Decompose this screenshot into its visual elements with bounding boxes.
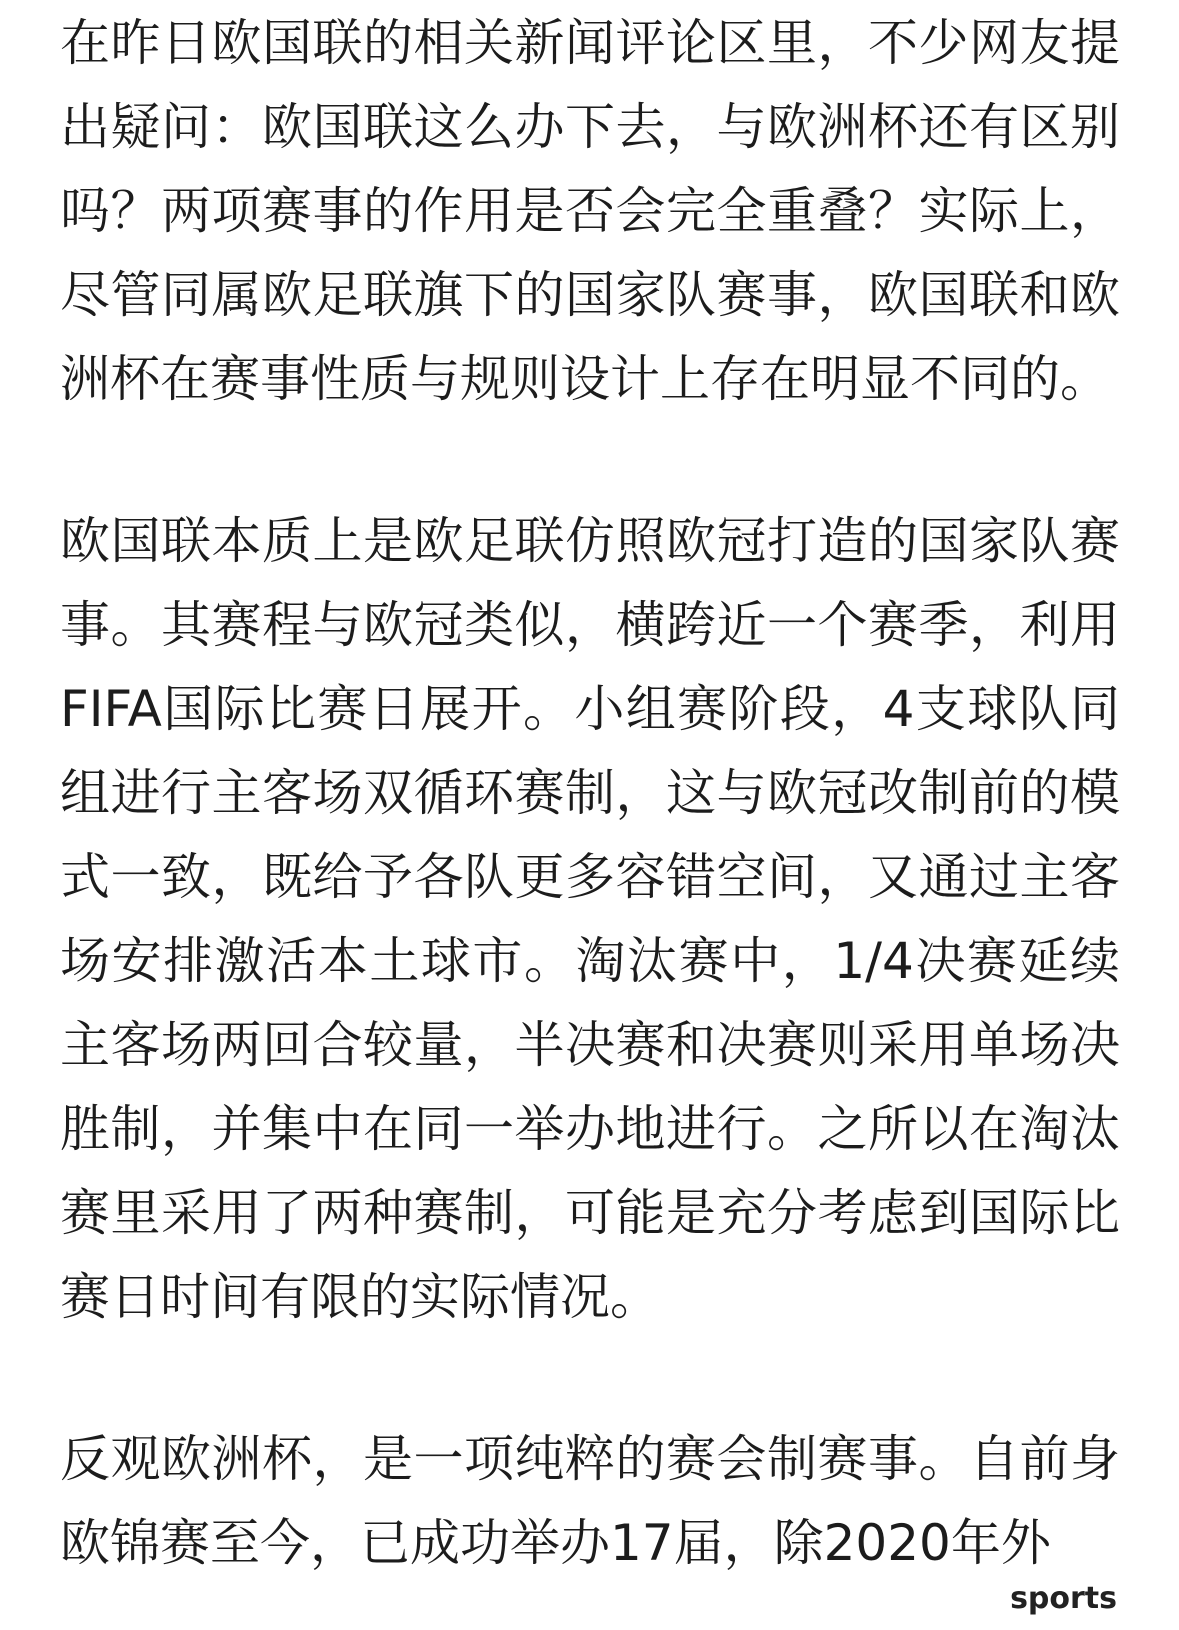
source-watermark: sports <box>1006 1581 1121 1616</box>
article-body <box>60 0 1120 1585</box>
article-paragraph: 反观欧洲杯，是一项纯粹的赛会制赛事。自前身欧锦赛至今，已成功举办17届，除2020年外 <box>60 1430 1120 1572</box>
article-paragraph: 欧国联本质上是欧足联仿照欧冠打造的国家队赛事。其赛程与欧冠类似，横跨近一个赛季，利用FIFA国际比赛日展开。小组赛阶段，4支球队同组进行主客场双循环赛制，这与欧冠改制前的模式一致，既给予各队更多容错空间，又通过主客场安排激活本土球市。淘汰赛中，1/4决赛延续主客场两回合较量，半决赛和决赛则采用单场决胜制，并集中在同一举办地进行。之所以在淘汰赛里采用了两种赛制，可能是充分考虑到国际比赛日时间有限的实际情况。 <box>60 512 1120 1326</box>
article-paragraph: 在昨日欧国联的相关新闻评论区里，不少网友提出疑问：欧国联这么办下去，与欧洲杯还有区别吗？两项赛事的作用是否会完全重叠？实际上，尽管同属欧足联旗下的国家队赛事，欧国联和欧洲杯在赛事性质与规则设计上存在明显不同的。 <box>60 14 1120 408</box>
